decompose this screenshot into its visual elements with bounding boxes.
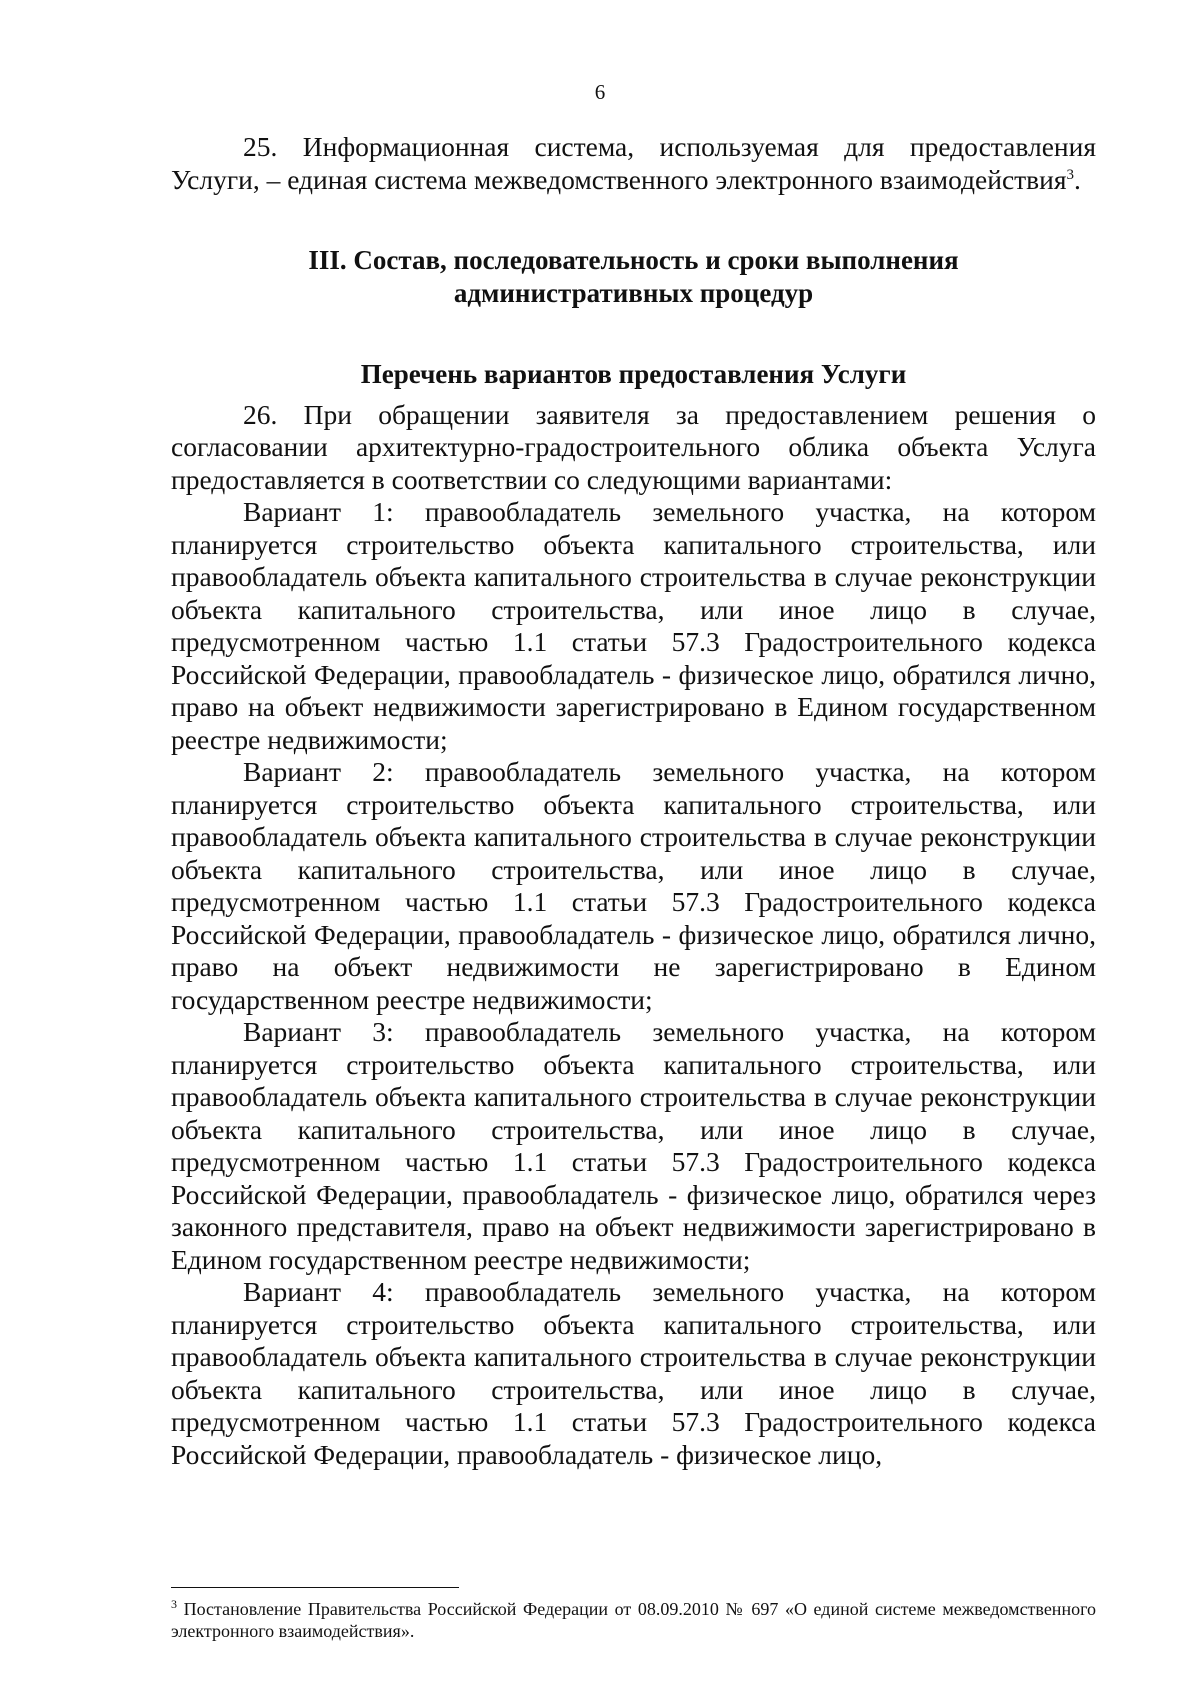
variant-2: Вариант 2: правообладатель земельного участка, на котором планируется строительство объекта капитального строительства, или правообладатель объекта капитального строительства в случае реконструкции объекта капитального строительства, или иное лицо в случае, предусмотренном частью 1.1 статьи 57.3 Градостроительного кодекса Российской Федерации, правообладатель - физическое лицо, обратился лично, право на объект недвижимости не зарегистрировано в Едином государственном реестре недвижимости; [171,756,1096,1015]
page-number: 6 [594,80,606,104]
subsection-title: Перечень вариантов предоставления Услуги [360,359,907,389]
paragraph-25-tail: . [1074,163,1081,195]
paragraph-25 [171,131,1096,196]
variant-4: Вариант 4: правообладатель земельного участка, на котором планируется строительство объекта капитального строительства, или правообладатель объекта капитального строительства в случае реконструкции объекта капитального строительства, или иное лицо в случае, предусмотренном частью 1.1 статьи 57.3 Градостроительного кодекса Российской Федерации, правообладатель - физическое лицо, [171,1276,1096,1470]
footnote-text: Постановление Правительства Российской Федерации от 08.09.2010 № 697 «О единой системе межведомственного электронного взаимодействия». [171,1599,1097,1641]
variant-1: Вариант 1: правообладатель земельного участка, на котором планируется строительство объекта капитального строительства, или правообладатель объекта капитального строительства в случае реконструкции объекта капитального строительства, или иное лицо в случае, предусмотренном частью 1.1 статьи 57.3 Градостроительного кодекса Российской Федерации, правообладатель - физическое лицо, обратился лично, право на объект недвижимости зарегистрировано в Едином государственном реестре недвижимости; [171,496,1096,755]
footnote-separator [171,1587,459,1588]
paragraph-26: 26. При обращении заявителя за предоставлением решения о согласовании архитектурно-градостроительного облика объекта Услуга предоставляется в соответствии со следующими вариантами: [171,398,1096,495]
variant-3: Вариант 3: правообладатель земельного участка, на котором планируется строительство объекта капитального строительства, или правообладатель объекта капитального строительства в случае реконструкции объекта капитального строительства, или иное лицо в случае, предусмотренном частью 1.1 статьи 57.3 Градостроительного кодекса Российской Федерации, правообладатель - физическое лицо, обратился через законного представителя, право на объект недвижимости зарегистрировано в Едином государственном реестре недвижимости; [171,1016,1096,1275]
footnote-reference: 3 [1066,166,1075,183]
footnote-mark: 3 [171,1597,177,1611]
document-body [171,131,1096,1471]
section-title [171,244,1096,309]
paragraph-25-text: 25. Информационная система, используемая для предоставления Услуги, – единая система межведомственного электронного взаимодействия [171,131,1096,195]
section-title-line-2: административных процедур [453,277,814,308]
section-title-line-1: III. Состав, последовательность и сроки выполнения [308,245,959,275]
footnote [171,1598,1096,1642]
